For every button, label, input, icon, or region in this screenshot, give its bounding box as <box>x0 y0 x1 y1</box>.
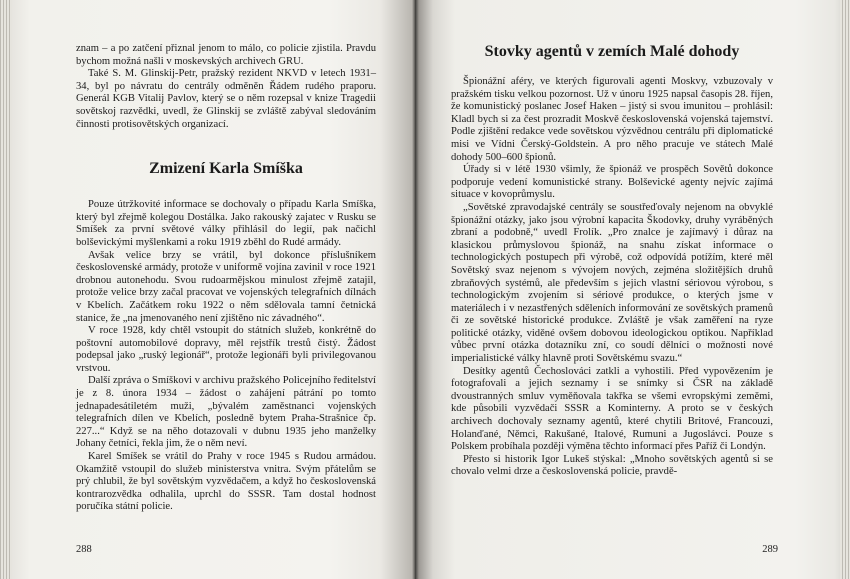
paragraph: Další zpráva o Smíškovi v archivu pražského Policejního ředitelství je z 8. února 1934 – žádost o zahájení pátrání po tomto jednapadesátiletém muži, „bývalém zaměstnanci vojenských telegrafních dílen ve Kbelích, posledně bytem Praha-Strašnice čp. 227...“ Když se na něho dotazovali v dubnu 1935 jeho manželky Johany četníci, řekla jim, že o něm neví. <box>76 375 376 450</box>
section-heading: Stovky agentů v zemích Malé dohody <box>484 43 740 60</box>
left-text-column <box>76 43 376 514</box>
paragraph: Úřady si v létě 1930 všimly, že špionáž ve prospěch Sovětů dokonce podporuje vedení komunistické strany. Bolševické agenty nejvíc zajímá situace v kovoprůmyslu. <box>451 164 773 201</box>
paragraph: Pouze útržkovité informace se dochovaly o případu Karla Smíška, který byl zřejmě kolegou Dostálka. Jako rakouský zajatec v Rusku se Smíšek za první světové války přihlásil do legií, pak načichl bolševickými myšlenkami a roku 1919 zběhl do Rudé armády. <box>76 199 376 248</box>
paragraph: Desítky agentů Čechoslováci zatkli a vyhostili. Před vypovězením je fotografovali a jejich seznamy i se snímky si ČSR na základě dvoustranných smluv vyměňovala takřka se všemi evropskými zeměmi, kde působili vyzvědači SSSR a Kominterny. A proto se v českých archivech dochovaly seznamy agentů, které chytili Britové, Francouzi, Holanďané, Němci, Rakušané, Italové, Rumuni a Jugoslávci. Pouze s Polskem probíhala později výměna těchto informací přes Paříž či Londýn. <box>451 365 773 453</box>
paragraph: Špionážní aféry, ve kterých figurovali agenti Moskvy, vzbuzovaly v pražském tisku velkou pozornost. Už v únoru 1925 napsal časopis 28. říjen, že komunistický poslanec Josef Haken – jistý si svou imunitou – prohlásil: Kladl bych si za čest prozradit Moskvě československá vojenská tajemství. Podle zjištění redakce vede sovětskou výzvědnou centrálu při diplomatické misi ve Vídni Čerský-Goldstein. A pro něho pracuje ve státech Malé dohody 500–600 špionů. <box>451 76 773 163</box>
page-number: 288 <box>76 544 92 555</box>
paragraph: Také S. M. Glinskij-Petr, pražský rezident NKVD v letech 1931–34, byl po návratu do centrály odměněn Řádem rudého praporu. Generál KGB Vitalij Pavlov, který se o něm rozepsal v knize Tragedii sovětskoj razvědki, uvedl, že Glinskij se zvláště zabýval sledováním činnosti protisovětských organizací. <box>76 68 376 130</box>
paragraph: „Sovětské zpravodajské centrály se soustřeďovaly nejenom na obvyklé špionážní otázky, jako jsou výrobní kapacita Škodovky, druhy vyráběných zbraní a podobně,“ uvedl Frolík. „Pro znalce je zajímavý i důraz na klasickou průmyslovou špionáž, na snahu získat informace o technologických postupech při výrobě, což odpovídá potížím, které měl Sovětský svaz nejenom s vývojem nových, zejména složitějších druhů zbraňových systémů, ale především s jejich vlastní sériovou výrobou, s technologickým zvojením si sériové produkce, o kterých jsme v materiálech i v nezastřených sděleních informování ze sovětských pramenů či ze sovětské historické produkce. Zvláště je však zaměření na ryze politické otázky, viděné ovšem dobovou ideologickou optikou. Například vůbec první otázka dotazníku zní, co soudí dělníci o možnosti nové imperialistické války hlavně proti Sovětskému svazu.“ <box>451 201 773 365</box>
paragraph: Avšak velice brzy se vrátil, byl dokonce příslušníkem československé armády, protože v uniformě vojína zavinil v roce 1921 drobnou autonehodu. Svou rudoarmějskou minulost zřejmě zatajil, protože velice brzy začal pracovat ve vojenských telegrafních dílnách v Kbelích. Začátkem roku 1922 o něm sdělovala tamní četnická stanice, že „na jmenovaného není zjištěno nic závadného“. <box>76 249 376 324</box>
paragraph: Karel Smíšek se vrátil do Prahy v roce 1945 s Rudou armádou. Okamžitě vstoupil do služeb ministerstva vnitra. Svým přátelům se prý chlubil, že byl sovětským vyzvědačem, a když ho československá kontrarozvědka odhalila, uprchl do SSSR. Tam dostal hodnost poručíka státní policie. <box>76 451 376 513</box>
paragraph: V roce 1928, kdy chtěl vstoupit do státních služeb, konkrétně do poštovní automobilové dopravy, měl rejstřík trestů čistý. Žádost podepsal jako „ruský legionář“, protože legionáři byli privilegovanou vrstvou. <box>76 325 376 374</box>
paragraph: Přesto si historik Igor Lukeš stýskal: „Mnoho sovětských agentů si se chovalo velmi drze a československá policie, pravdě- <box>451 453 773 478</box>
right-page <box>415 0 850 579</box>
paragraph: znam – a po zatčení přiznal jenom to málo, co policie zjistila. Pravdu bychom možná našli v moskevských archivech GRU. <box>76 43 376 67</box>
page-edges <box>840 0 850 579</box>
page-edges <box>0 0 12 579</box>
section-heading: Zmizení Karla Smíška <box>149 160 303 178</box>
left-page <box>0 0 415 579</box>
right-text-column <box>451 38 773 479</box>
page-number: 289 <box>762 544 778 555</box>
